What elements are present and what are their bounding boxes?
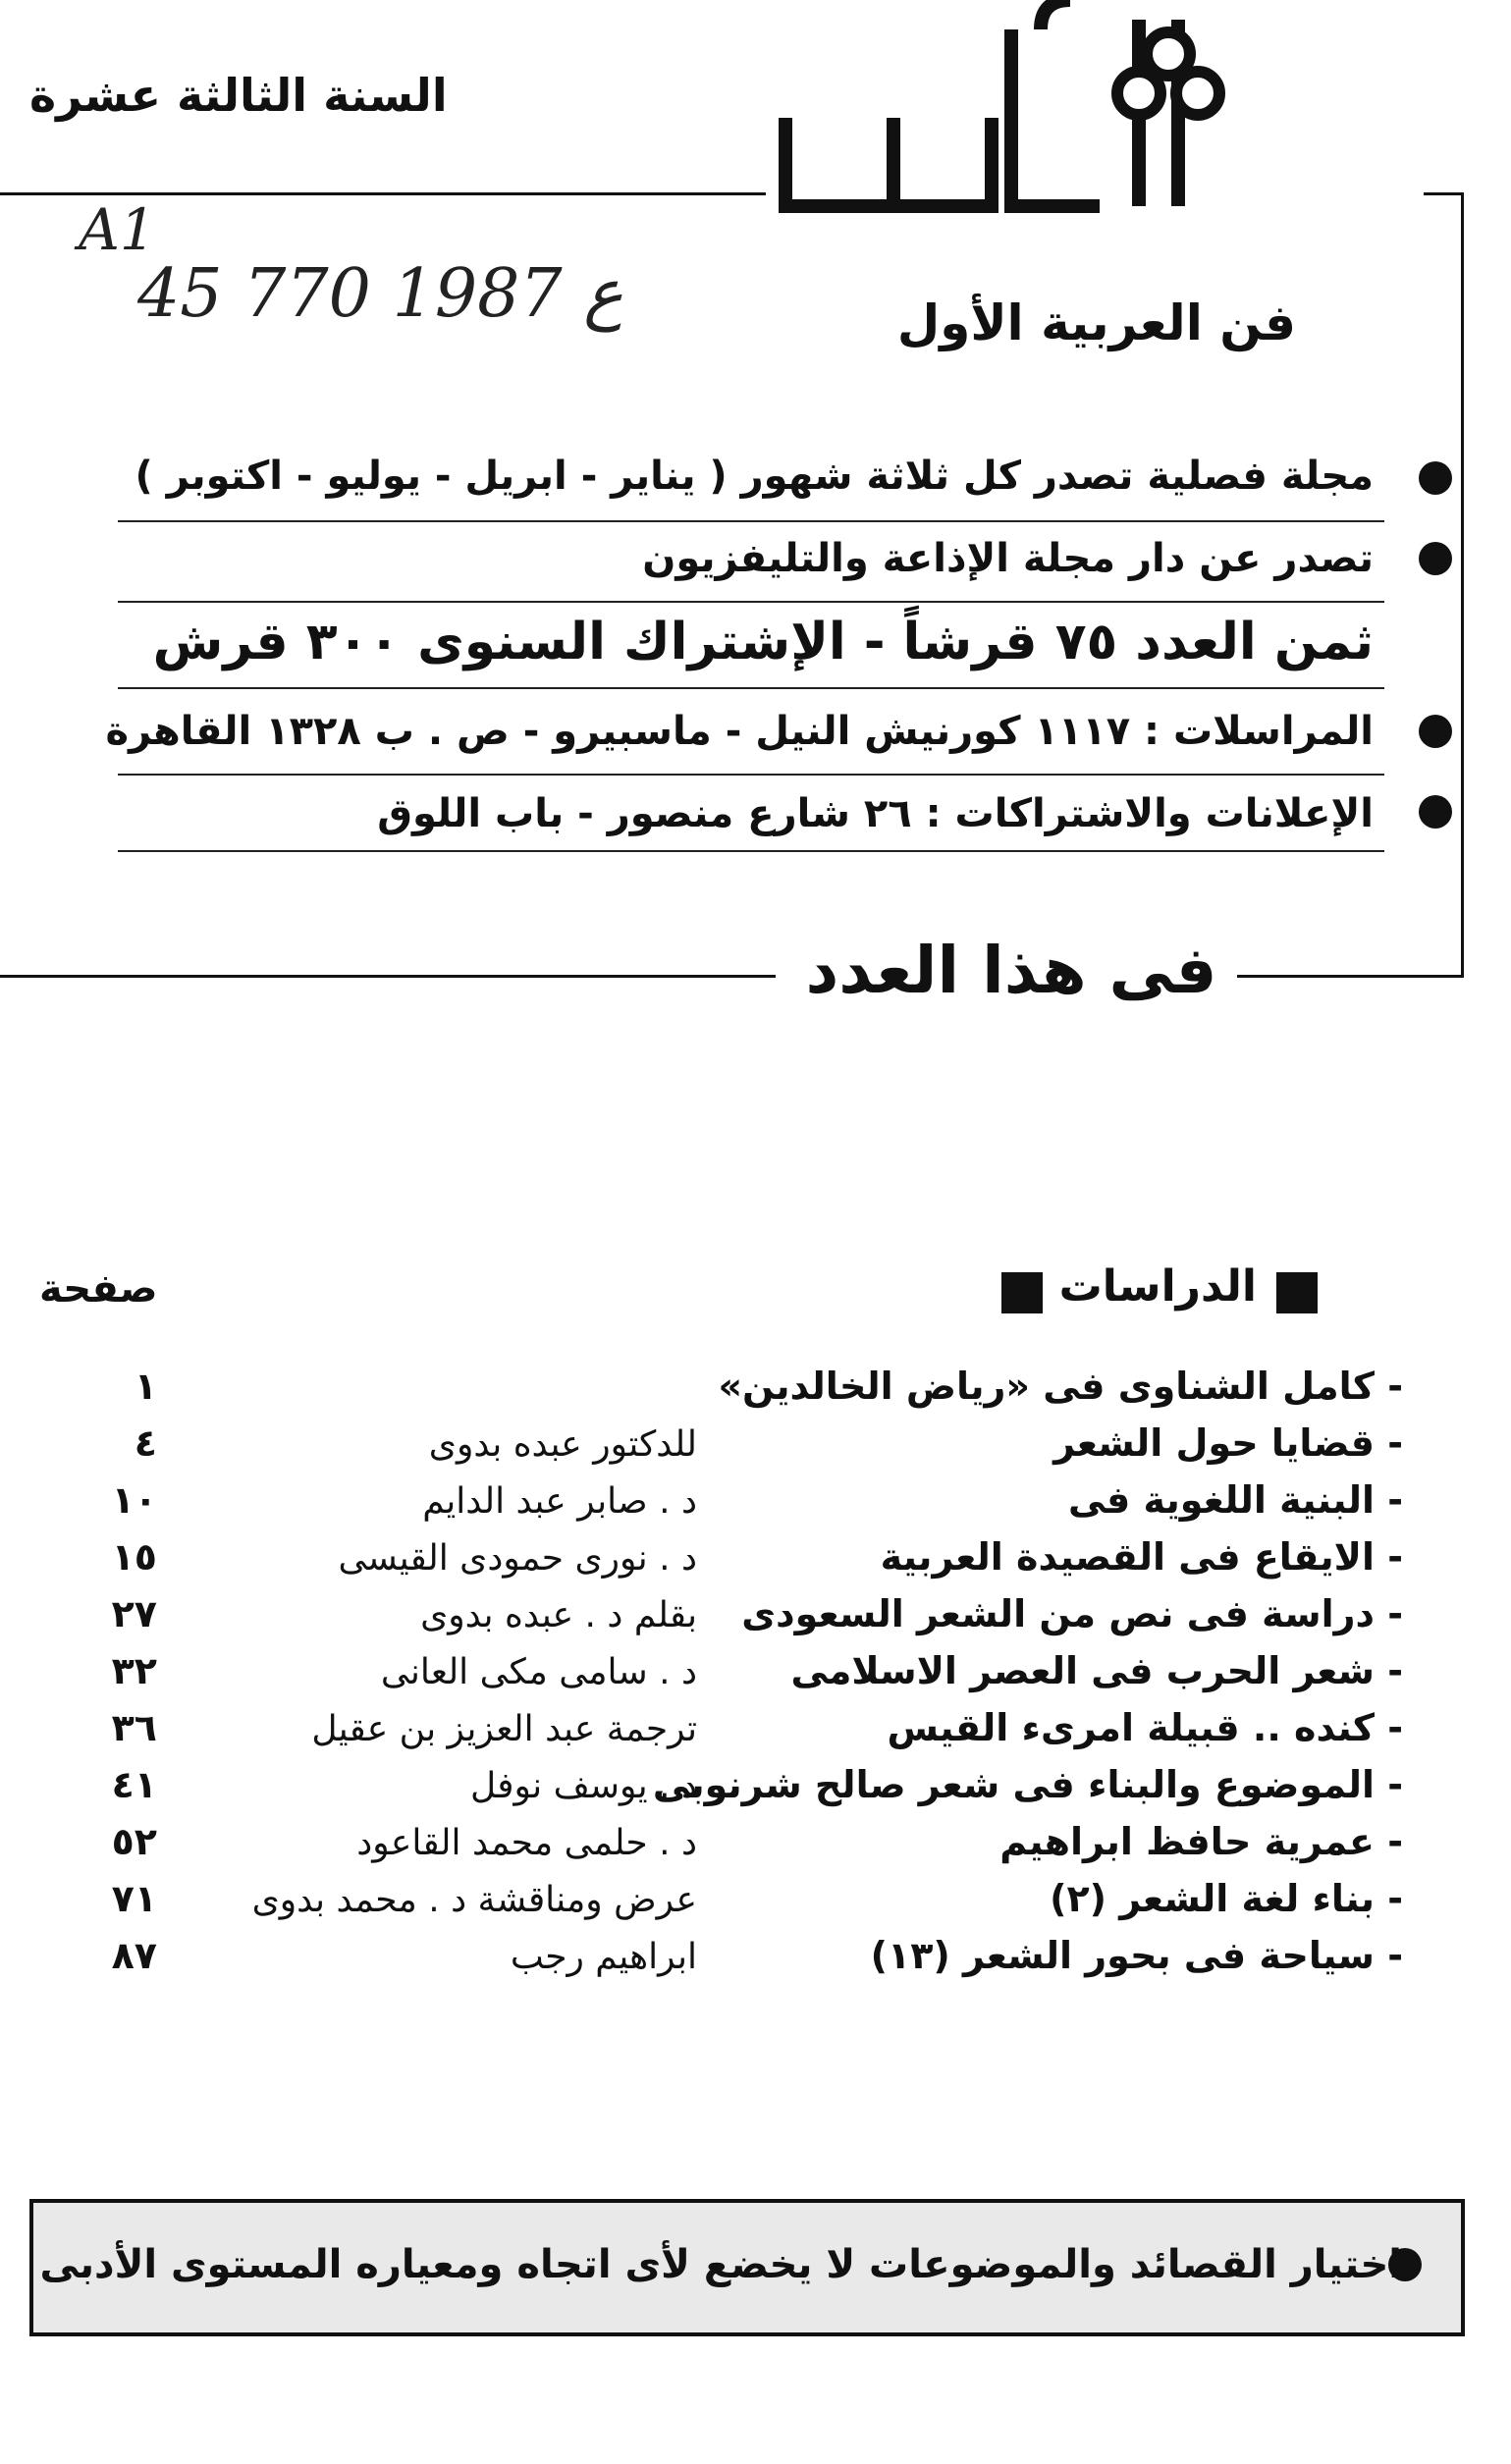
toc-page: ٤١ — [111, 1763, 157, 1806]
divider — [118, 850, 1384, 852]
divider — [118, 687, 1384, 689]
toc-author: د . صابر عبد الدايم — [422, 1481, 697, 1522]
in-this-issue-heading: فى هذا العدد — [805, 933, 1217, 1008]
toc-title: - شعر الحرب فى العصر الاسلامى — [790, 1649, 1403, 1692]
toc-title: - الايقاع فى القصيدة العربية — [880, 1535, 1403, 1579]
toc-title: - سياحة فى بحور الشعر (١٣) — [870, 1934, 1403, 1977]
footer-notice-box — [29, 2199, 1465, 2336]
info-price: ثمن العدد ٧٥ قرشاً - الإشتراك السنوى ٣٠٠ قرش — [152, 613, 1374, 671]
info-publisher: تصدر عن دار مجلة الإذاعة والتليفزيون — [642, 536, 1374, 581]
info-ads: الإعلانات والاشتراكات : ٢٦ شارع منصور - باب اللوق — [377, 791, 1374, 836]
info-correspondence: المراسلات : ١١١٧ كورنيش النيل - ماسبيرو - ص . ب ١٣٢٨ القاهرة — [105, 709, 1374, 754]
toc-page: ٣٦ — [111, 1706, 157, 1749]
toc-author: ابراهيم رجب — [510, 1937, 697, 1977]
toc-author: ترجمة عبد العزيز بن عقيل — [311, 1709, 697, 1749]
frame-line — [0, 192, 766, 195]
logo-text: الشعر — [746, 0, 749, 1]
toc-page: ١٠ — [111, 1478, 157, 1522]
frame-line — [1424, 192, 1463, 195]
toc-title: - كنده .. قبيلة امرىء القيس — [887, 1706, 1403, 1749]
toc-page: ٢٧ — [111, 1592, 157, 1635]
frame-line — [1461, 192, 1464, 978]
info-frequency: مجلة فصلية تصدر كل ثلاثة شهور ( يناير - ابريل - يوليو - اكتوبر ) — [135, 454, 1374, 499]
bullet-icon — [1419, 715, 1452, 748]
subtitle: فن العربية الأول — [896, 295, 1296, 351]
divider — [118, 774, 1384, 776]
toc-title: - دراسة فى نص من الشعر السعودى — [741, 1592, 1403, 1635]
toc-title: - بناء لغة الشعر (٢) — [1050, 1877, 1403, 1920]
toc-page: ٧١ — [111, 1877, 157, 1920]
handwritten-note-2: 45 ع 1987 770 — [137, 255, 623, 333]
toc-page: ٨٧ — [111, 1934, 157, 1977]
footer-notice-text: اختيار القصائد والموضوعات لا يخضع لأى اتجاه ومعياره المستوى الأدبى — [39, 2242, 1402, 2287]
section-heading-studies: الدراسات — [1058, 1261, 1257, 1312]
year-label: السنة الثالثة عشرة — [29, 69, 448, 122]
divider — [118, 520, 1384, 522]
toc-page: ١ — [134, 1365, 157, 1408]
frame-line — [0, 975, 776, 978]
toc-author: بقلم د . عبده بدوى — [420, 1595, 697, 1635]
toc-page: ٣٢ — [111, 1649, 157, 1692]
toc-title: - الموضوع والبناء فى شعر صالح شرنوبى — [652, 1763, 1403, 1806]
frame-line — [1237, 975, 1463, 978]
toc-page: ٥٢ — [111, 1820, 157, 1863]
handwritten-note-1: A1 — [79, 196, 156, 263]
toc-title: - كامل الشناوى فى «رياض الخالدين» — [718, 1365, 1403, 1408]
toc-author: د . يوسف نوفل — [470, 1766, 697, 1806]
toc-author: د . نورى حمودى القيسى — [338, 1538, 697, 1579]
magazine-logo — [746, 0, 1335, 245]
toc-page: ٤ — [134, 1421, 157, 1465]
toc-author: عرض ومناقشة د . محمد بدوى — [251, 1880, 697, 1920]
toc-author: د . حلمى محمد القاعود — [356, 1823, 697, 1863]
page-column-header: صفحة — [39, 1266, 158, 1312]
bullet-icon — [1419, 461, 1452, 495]
bullet-icon — [1419, 795, 1452, 829]
toc-author: د . سامى مكى العانى — [380, 1652, 697, 1692]
divider — [118, 601, 1384, 603]
bullet-icon — [1419, 542, 1452, 575]
toc-title: - قضايا حول الشعر — [1053, 1421, 1403, 1465]
toc-title: - البنية اللغوية فى — [1067, 1478, 1403, 1522]
toc-page: ١٥ — [111, 1535, 157, 1579]
toc-author: للدكتور عبده بدوى — [428, 1424, 697, 1465]
square-bullet-icon — [1276, 1272, 1318, 1313]
toc-title: - عمرية حافظ ابراهيم — [999, 1820, 1403, 1863]
